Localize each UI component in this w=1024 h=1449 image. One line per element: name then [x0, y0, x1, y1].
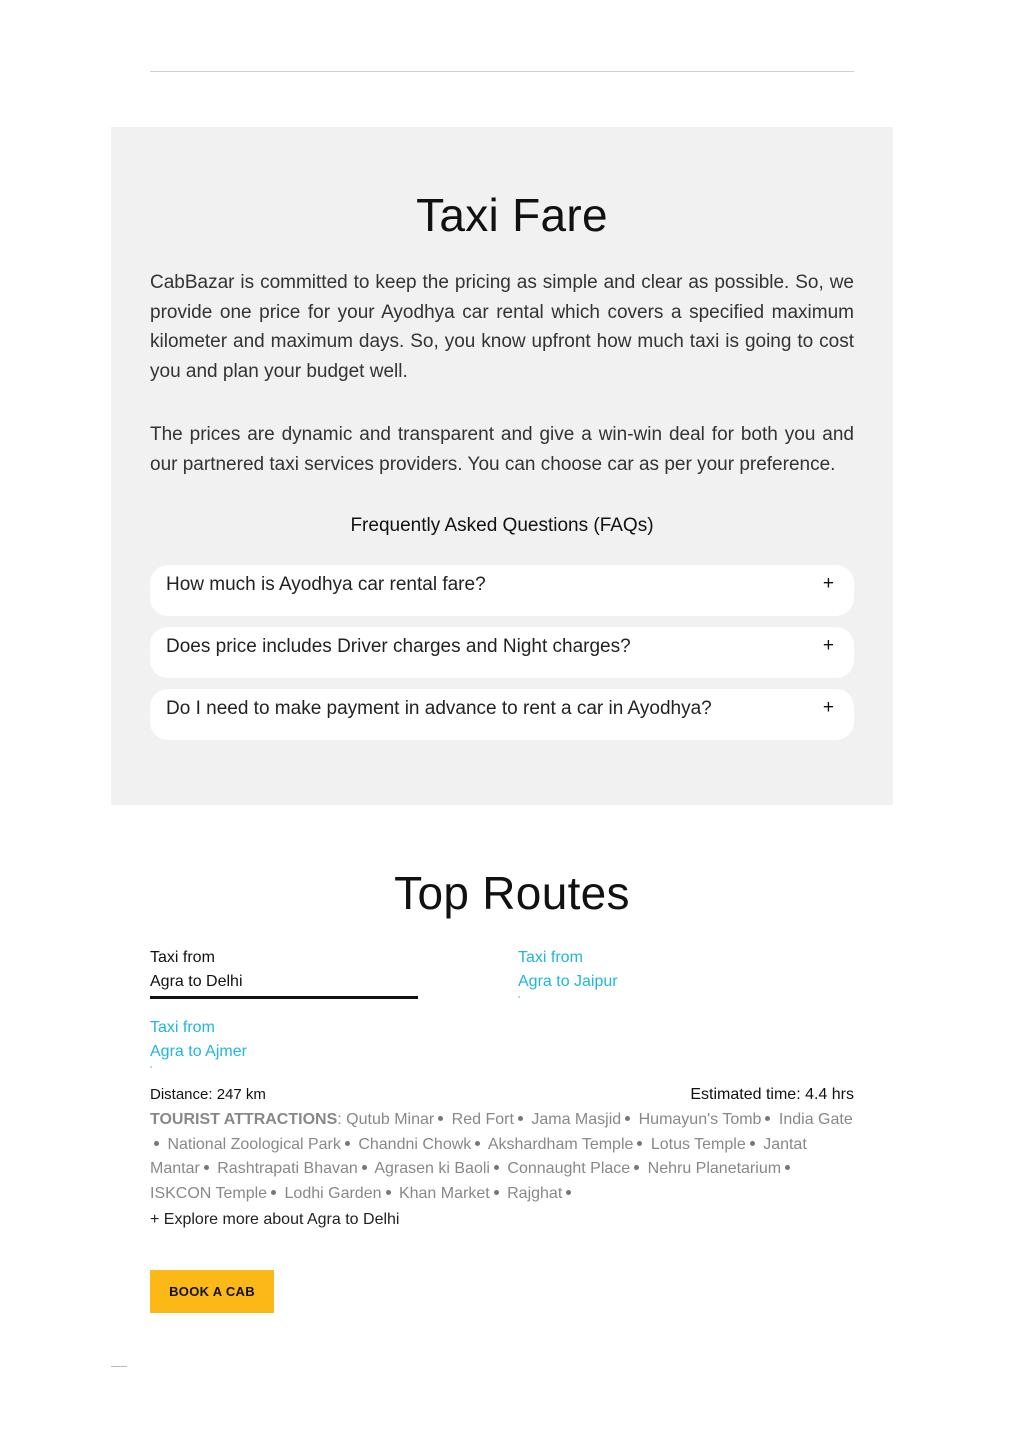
route-tab-line2: Agra to Delhi — [150, 973, 243, 990]
bullet-separator — [362, 1165, 367, 1170]
attraction-item: India Gate — [778, 1111, 853, 1128]
top-divider — [150, 71, 854, 72]
tab-indicator — [150, 1066, 152, 1068]
attraction-item: Rashtrapati Bhavan — [217, 1160, 358, 1177]
bullet-separator — [637, 1141, 642, 1146]
route-tab-agra-ajmer[interactable] — [150, 1016, 350, 1064]
bullet-separator — [386, 1190, 391, 1195]
faq-item-driver-charges[interactable] — [150, 627, 854, 678]
faq-heading: Frequently Asked Questions (FAQs) — [350, 515, 654, 536]
attraction-item: Jama Masjid — [531, 1111, 622, 1128]
faq-item-fare[interactable] — [150, 565, 854, 616]
bullet-separator — [154, 1141, 159, 1146]
explore-more-link[interactable]: + Explore more about Agra to Delhi — [150, 1211, 400, 1228]
route-meta — [150, 1086, 854, 1103]
route-tab-line1: Taxi from — [150, 1019, 215, 1036]
attraction-item: Jantat Mantar — [150, 1135, 807, 1177]
attraction-item: Lodhi Garden — [284, 1184, 382, 1202]
faq-question: Do I need to make payment in advance to rent a car in Ayodhya? — [166, 698, 712, 719]
bullet-separator — [204, 1165, 209, 1170]
plus-icon[interactable]: + — [822, 635, 834, 656]
attraction-item: Connaught Place — [507, 1160, 631, 1177]
attraction-item: Rajghat — [507, 1184, 563, 1202]
attraction-item: Qutub Minar — [346, 1111, 435, 1128]
bullet-separator — [625, 1116, 630, 1121]
bullet-separator — [634, 1165, 639, 1170]
tourist-attractions — [150, 1108, 856, 1206]
attraction-item: Khan Market — [398, 1184, 490, 1202]
bullet-separator — [494, 1190, 499, 1195]
fare-paragraph-1: CabBazar is committed to keep the pricing as simple and clear as possible. So, we provide one price for your Ayodhya car rental which covers a specified maximum kilometer and maximum days. So, you know upfront how much taxi is going to cost you and plan your budget well. — [150, 272, 854, 382]
decorative-mark — [111, 1366, 127, 1369]
attraction-item: Agrasen ki Baoli — [374, 1160, 490, 1177]
attraction-item: Akshardham Temple — [487, 1135, 634, 1153]
plus-icon[interactable]: + — [822, 697, 834, 718]
route-tab-line2: Agra to Ajmer — [150, 1043, 247, 1060]
bullet-separator — [271, 1190, 276, 1195]
attractions-colon: : — [337, 1111, 342, 1128]
bullet-separator — [438, 1116, 443, 1121]
bullet-separator — [566, 1190, 571, 1195]
attraction-item: National Zoological Park — [167, 1135, 341, 1153]
faq-question: Does price includes Driver charges and Night charges? — [166, 636, 631, 657]
route-tab-agra-jaipur[interactable] — [518, 946, 718, 994]
bullet-separator — [518, 1116, 523, 1121]
faq-item-advance-payment[interactable] — [150, 689, 854, 740]
attraction-item: Red Fort — [451, 1111, 514, 1128]
taxi-fare-title: Taxi Fare — [416, 189, 608, 241]
attraction-item: Humayun's Tomb — [638, 1111, 762, 1128]
active-tab-underline — [150, 996, 418, 999]
distance-text: Distance: 247 km — [150, 1086, 266, 1103]
top-routes-title: Top Routes — [394, 867, 630, 919]
bullet-separator — [765, 1116, 770, 1121]
route-tab-line2: Agra to Jaipur — [518, 973, 618, 990]
attraction-item: Chandni Chowk — [358, 1135, 472, 1153]
estimated-time-text: Estimated time: 4.4 hrs — [690, 1086, 854, 1103]
route-tab-line1: Taxi from — [150, 949, 215, 966]
attractions-label: TOURIST ATTRACTIONS — [150, 1111, 338, 1128]
attraction-item: ISKCON Temple — [150, 1184, 268, 1202]
route-tab-agra-delhi[interactable] — [150, 946, 418, 994]
plus-icon[interactable]: + — [822, 573, 834, 594]
attraction-item: Lotus Temple — [650, 1135, 746, 1153]
attraction-item: Nehru Planetarium — [647, 1160, 782, 1177]
bullet-separator — [475, 1141, 480, 1146]
bullet-separator — [494, 1165, 499, 1170]
fare-paragraph-2: The prices are dynamic and transparent and give a win-win deal for both you and our partnered taxi services providers. You can choose car as per your preference. — [150, 424, 854, 475]
bullet-separator — [345, 1141, 350, 1146]
tab-indicator — [518, 996, 520, 998]
faq-question: How much is Ayodhya car rental fare? — [166, 574, 486, 595]
book-a-cab-button[interactable]: BOOK A CAB — [150, 1270, 274, 1313]
route-tab-line1: Taxi from — [518, 949, 583, 966]
bullet-separator — [785, 1165, 790, 1170]
bullet-separator — [750, 1141, 755, 1146]
